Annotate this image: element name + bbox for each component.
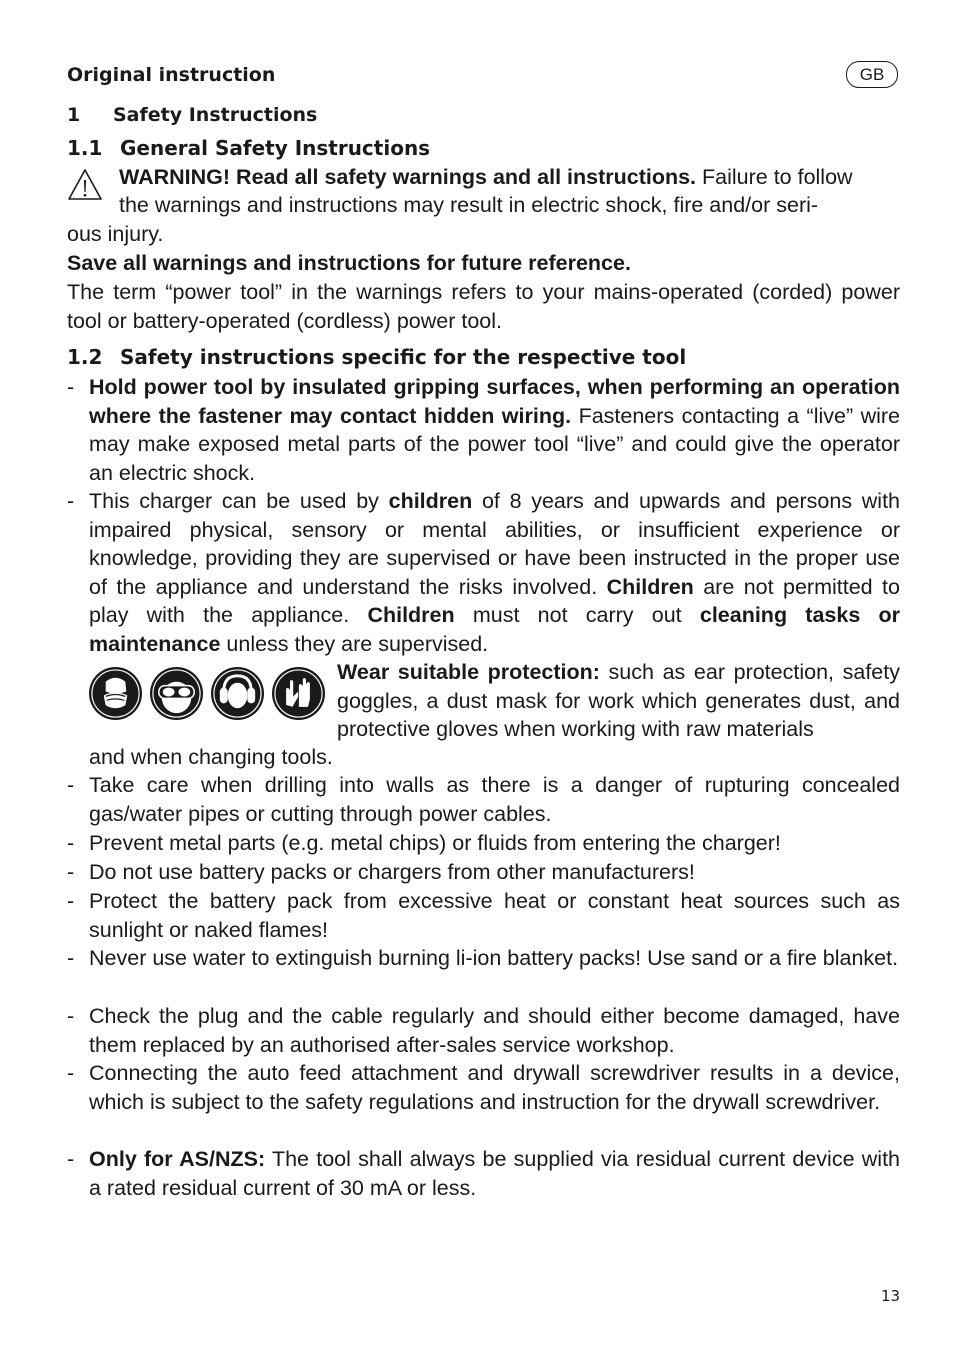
subsection-title: Safety instructions specific for the respective tool [120,345,687,369]
list-item [67,829,900,858]
item-text: Check the plug and the cable regularly and should either become damaged, have them replaced by an authorised after-sales service workshop. [89,1004,900,1057]
protective-gloves-icon [271,666,326,721]
item-bold: Children [367,603,455,627]
item-text: Connecting the auto feed attachment and drywall screwdriver results in a device, which is subject to the safety regulations and instruction for the drywall screwdriver. [89,1061,900,1114]
ppe-text: such as ear protection, safety goggles, a dust mask for work which generates dust, and protective gloves when working with raw materials [337,660,900,741]
section-number: 1 [67,104,81,126]
item-text: Fasteners contacting a “live” wire may make exposed metal parts of the power tool “live” and could give the operator an electric shock. [89,403,901,485]
item-text: This charger can be used by [89,489,389,513]
section-title: Safety Instructions [113,104,318,126]
list-item [67,1059,900,1116]
list-dash: - [67,831,75,855]
list-item [67,771,900,828]
ear-protection-icon [210,666,265,721]
item-bold: Hold power tool by insulated gripping surfaces, when performing an operation where the fastener may contact hidden wiring. [89,375,900,428]
warning-line-1 [119,163,900,192]
ppe-bold: Wear suitable protection: [337,660,600,684]
page-header-title: Original instruction [67,64,276,86]
item-bold: cleaning tasks or maintenance [89,603,900,656]
list-dash: - [67,489,75,513]
list-dash: - [67,1147,75,1171]
item-text: unless they are supervised. [220,631,489,656]
item-text: Never use water to extinguish burning li-ion battery packs! Use sand or a fire blanket. [89,946,899,970]
subsection-heading-general [67,136,430,160]
list-dash: - [67,1004,75,1028]
subsection-title: General Safety Instructions [120,136,431,160]
list-item [67,487,900,658]
language-badge: GB [846,61,898,88]
item-text: Do not use battery packs or chargers from other manufacturers! [89,860,695,884]
item-text: Prevent metal parts (e.g. metal chips) or fluids from entering the charger! [89,831,781,855]
list-item [67,887,900,944]
ppe-instruction-continued: and when changing tools. [89,745,333,769]
item-text: are not permitted to play with the appliance. [89,574,900,627]
item-text: of 8 years and upwards and persons with impaired physical, sensory or mental abilities, or insufficient experience or knowledge, providing they are supervised or have been instructed in the proper use of the appliance and understand the risks involved. [89,489,901,599]
section-heading [67,104,317,126]
page-number: 13 [881,1287,901,1305]
subsection-number: 1.2 [67,345,103,369]
list-item [67,1145,900,1202]
item-text: must not carry out [454,603,700,627]
item-bold: Only for AS/NZS: [89,1147,266,1171]
list-dash: - [67,946,75,970]
ppe-icon-row [88,666,328,722]
safety-goggles-icon [149,666,204,721]
subsection-heading-specific [67,345,686,369]
list-dash: - [67,773,75,797]
dust-mask-icon [88,666,143,721]
list-item [67,1002,900,1059]
warning-line-3: ous injury. [67,222,164,246]
list-item [67,373,900,487]
item-bold: Children [606,574,694,599]
list-dash: - [67,1061,75,1085]
subsection-number: 1.1 [67,136,103,160]
list-item [67,944,900,973]
list-item [67,858,900,887]
warning-bold: WARNING! Read all safety warnings and all instructions. [119,165,697,189]
item-bold: children [388,489,473,513]
warning-line-2: the warnings and instructions may result in electric shock, fire and/or seri- [119,193,819,217]
item-text: The tool shall always be supplied via residual current device with a rated residual current of 30 mA or less. [89,1147,900,1200]
item-text: Take care when drilling into walls as there is a danger of rupturing concealed gas/water pipes or cutting through power cables. [89,773,900,826]
ppe-instruction [337,658,900,744]
list-dash: - [67,860,75,884]
list-dash: - [67,889,75,913]
power-tool-definition: The term “power tool” in the warnings refers to your mains-operated (corded) power tool or battery-operated (cordless) power tool. [67,280,900,333]
item-text: Protect the battery pack from excessive heat or constant heat sources such as sunlight or naked flames! [89,889,900,942]
warning-rest-1: Failure to follow [696,165,853,189]
save-instructions-note: Save all warnings and instructions for future reference. [67,251,631,275]
warning-triangle-icon [67,167,103,203]
list-dash: - [67,375,75,399]
